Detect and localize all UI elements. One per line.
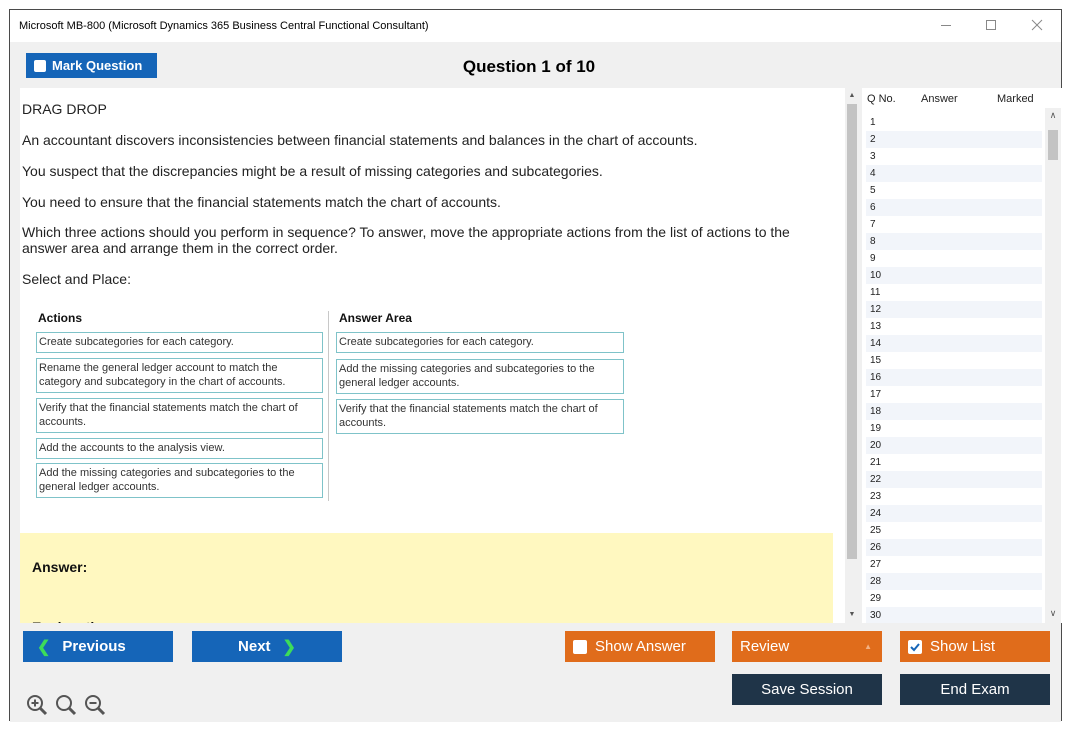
previous-button[interactable] [23,631,173,662]
question-list-row[interactable] [866,199,1042,216]
checkbox-icon [573,640,587,654]
content-scrollbar[interactable] [845,88,859,623]
question-number: 19 [870,423,882,434]
question-list-row[interactable] [866,114,1042,131]
chevron-right-icon: ❯ [282,638,296,656]
answer-area-header: Answer Area [339,311,412,325]
previous-label: Previous [62,638,126,655]
question-number: 23 [870,491,882,502]
show-list-button[interactable] [900,631,1050,662]
window-title: Microsoft MB-800 (Microsoft Dynamics 365 Business Central Functional Consultant) [19,20,429,32]
question-list-row[interactable] [866,505,1042,522]
question-list-row[interactable] [866,233,1042,250]
actions-header: Actions [38,311,83,325]
question-number: 8 [870,236,876,247]
question-number: 11 [870,287,881,298]
question-paragraph: Which three actions should you perform in sequence? To answer, move the appropriate actions from the list of actions to the answer area and arrange them in the correct order. [22,224,790,256]
question-list-row[interactable] [866,250,1042,267]
question-number: 3 [870,151,876,162]
next-label: Next [238,638,271,655]
chevron-up-icon[interactable]: ∧ [1049,110,1057,120]
question-number: 27 [870,559,882,570]
answer-item[interactable]: Add the missing categories and subcategories to the general ledger accounts. [336,359,624,394]
minimize-icon[interactable] [931,16,961,36]
action-item[interactable]: Rename the general ledger account to match the category and subcategory in the chart of accounts. [36,358,323,393]
question-number: 9 [870,253,876,264]
marked-header: Marked [997,93,1034,105]
question-list-row[interactable] [866,216,1042,233]
question-number: 2 [870,134,876,145]
end-exam-button[interactable]: End Exam [900,674,1050,705]
question-list-row[interactable] [866,539,1042,556]
question-list-row[interactable] [866,454,1042,471]
answer-header: Answer [921,93,958,105]
zoom-out-icon[interactable] [84,694,106,716]
answer-panel [20,533,833,633]
question-list-row[interactable] [866,131,1042,148]
next-button[interactable] [192,631,342,662]
chevron-left-icon: ❮ [37,638,51,656]
question-list-row[interactable] [866,607,1042,624]
bottom-bar [10,623,1061,722]
question-number: 14 [870,338,882,349]
answer-label: Answer: [32,559,88,575]
question-list-row[interactable] [866,590,1042,607]
action-item[interactable]: Add the accounts to the analysis view. [36,438,323,459]
question-number: 1 [870,117,876,128]
question-list-row[interactable] [866,488,1042,505]
question-paragraph: Select and Place: [22,271,131,287]
question-list-row[interactable] [866,318,1042,335]
question-list-row[interactable] [866,437,1042,454]
question-paragraph: You need to ensure that the financial statements match the chart of accounts. [22,194,501,210]
question-number: 10 [870,270,882,281]
question-list-row[interactable] [866,471,1042,488]
question-list-row[interactable] [866,386,1042,403]
maximize-icon[interactable] [976,16,1006,36]
scroll-down-icon[interactable]: ▼ [848,611,856,618]
action-item[interactable]: Add the missing categories and subcategories to the general ledger accounts. [36,463,323,498]
question-content [20,88,845,623]
answer-item[interactable]: Verify that the financial statements match the chart of accounts. [336,399,624,434]
question-number: 22 [870,474,882,485]
question-list-scrollbar[interactable] [1045,108,1061,623]
question-number: 13 [870,321,882,332]
question-number: 5 [870,185,876,196]
question-list-row[interactable] [866,420,1042,437]
question-number: 28 [870,576,882,587]
question-list-row[interactable] [866,301,1042,318]
answer-item[interactable]: Create subcategories for each category. [336,332,624,353]
question-number: 4 [870,168,876,179]
question-type: DRAG DROP [22,101,107,117]
question-number: 20 [870,440,882,451]
exam-window [9,9,1062,721]
zoom-in-icon[interactable] [26,694,48,716]
question-list-row[interactable] [866,267,1042,284]
question-list-row[interactable] [866,165,1042,182]
question-number: 18 [870,406,882,417]
action-item[interactable]: Verify that the financial statements match the chart of accounts. [36,398,323,433]
question-list-row[interactable] [866,403,1042,420]
show-answer-button[interactable] [565,631,715,662]
title-bar [10,10,1061,42]
drag-drop-area [28,308,628,503]
question-number: 30 [870,610,882,621]
question-list-row[interactable] [866,573,1042,590]
question-number: 24 [870,508,882,519]
question-list-row[interactable] [866,148,1042,165]
question-number: 16 [870,372,882,383]
show-list-label: Show List [930,638,996,655]
question-toolbar [10,42,1061,88]
question-list-row[interactable] [866,522,1042,539]
question-paragraph: You suspect that the discrepancies might be a result of missing categories and subcategories. [22,163,603,179]
question-list-panel [862,88,1063,623]
question-number: 6 [870,202,876,213]
question-number: 15 [870,355,882,366]
column-divider [328,311,329,501]
review-dropdown[interactable] [732,631,882,662]
show-answer-label: Show Answer [595,638,686,655]
action-item[interactable]: Create subcategories for each category. [36,332,323,353]
question-number: 17 [870,389,882,400]
scroll-up-icon[interactable]: ▲ [848,92,856,99]
question-list-row[interactable] [866,556,1042,573]
question-list-row[interactable] [866,284,1042,301]
question-number: 12 [870,304,882,315]
question-list-row[interactable] [866,352,1042,369]
question-paragraph: An accountant discovers inconsistencies between financial statements and balances in the chart of accounts. [22,132,698,148]
dropdown-arrow-icon: ▲ [864,642,872,651]
checkbox-checked-icon [908,640,922,654]
question-number: 21 [870,457,882,468]
question-number: 26 [870,542,882,553]
save-session-button[interactable]: Save Session [732,674,882,705]
review-label: Review [740,638,790,655]
mark-question-label: Mark Question [52,58,143,73]
question-number: 25 [870,525,882,536]
question-number: 7 [870,219,876,230]
question-list-row[interactable] [866,182,1042,199]
scroll-thumb[interactable] [847,104,857,559]
close-icon[interactable] [1022,16,1052,36]
qno-header: Q No. [867,93,896,105]
scroll-thumb[interactable] [1048,130,1058,160]
question-counter: Question 1 of 10 [462,57,596,76]
zoom-reset-icon[interactable] [55,694,77,716]
question-number: 29 [870,593,882,604]
chevron-down-icon[interactable]: ∨ [1049,608,1057,618]
question-list-row[interactable] [866,335,1042,352]
question-list-row[interactable] [866,369,1042,386]
